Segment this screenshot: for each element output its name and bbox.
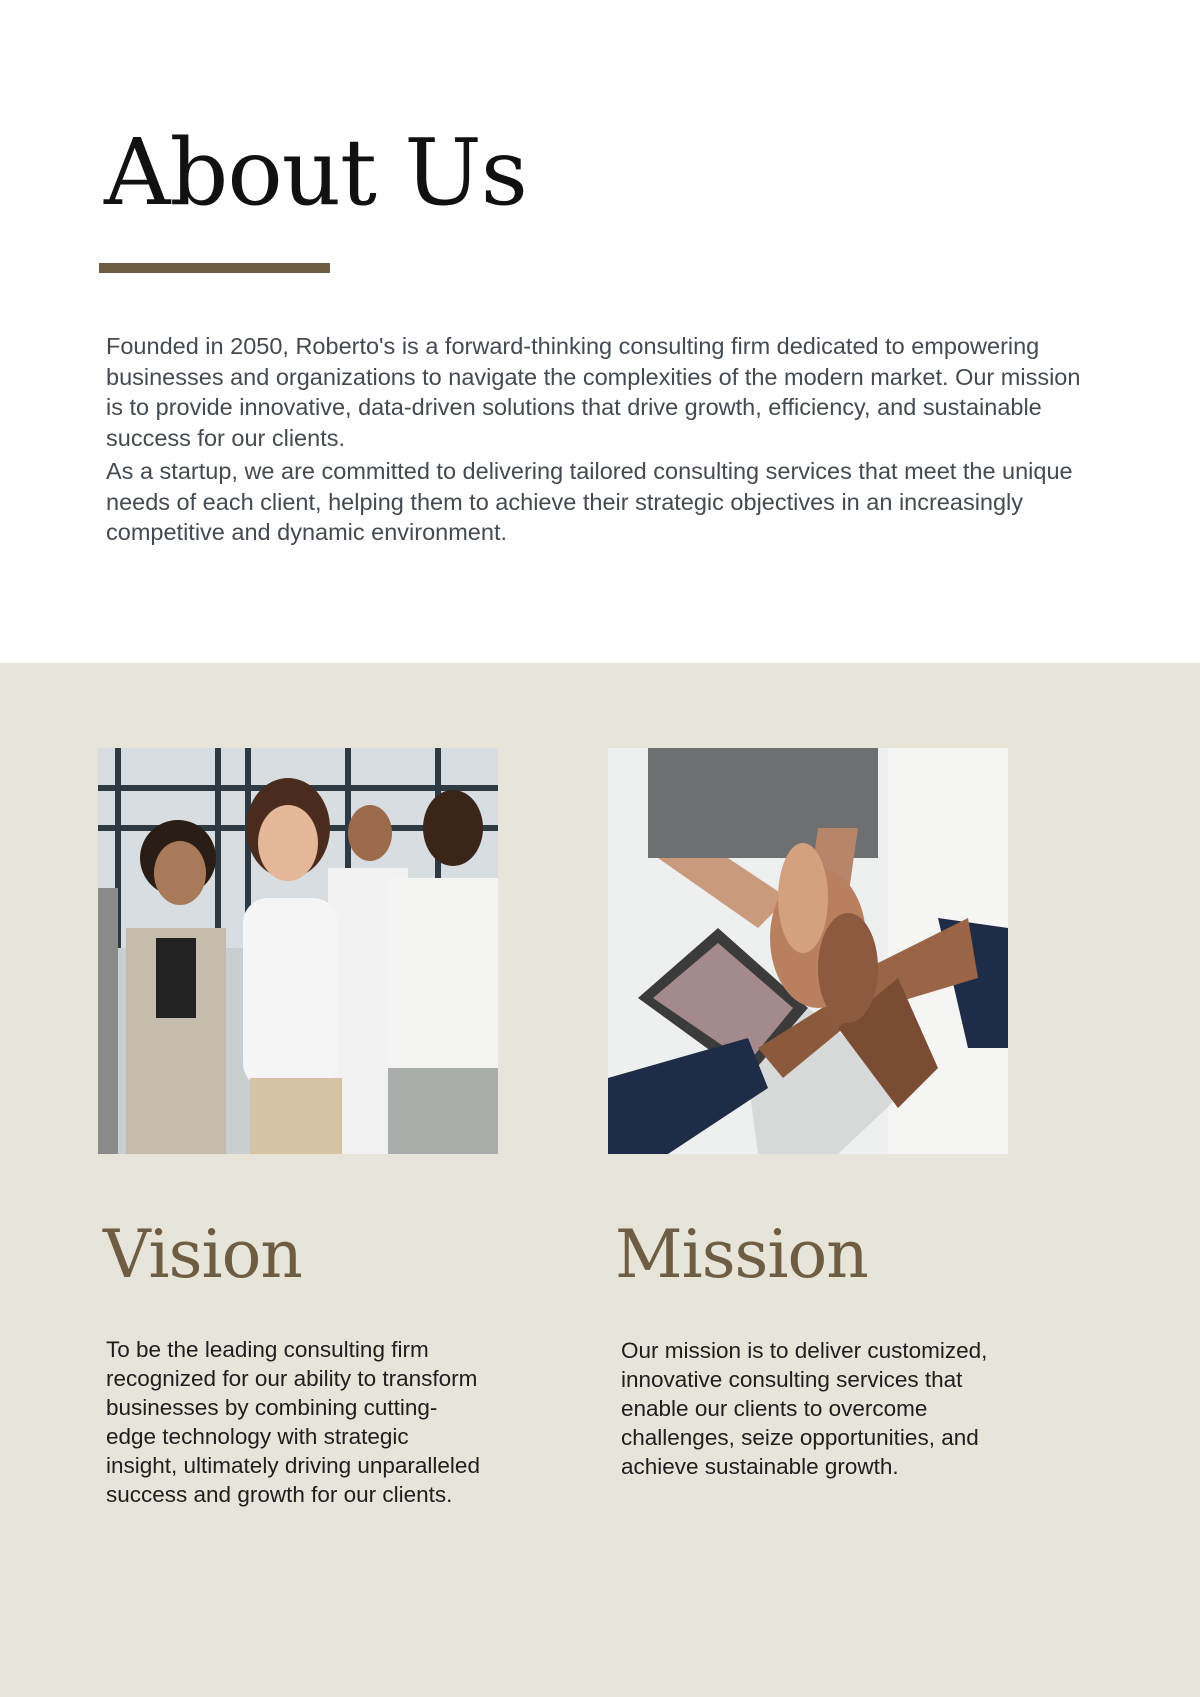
teamwork-hands-photo	[608, 748, 1008, 1154]
vision-heading: Vision	[103, 1216, 302, 1293]
intro-paragraph-1: Founded in 2050, Roberto's is a forward-thinking consulting firm dedicated to empowering businesses and organizations to navigate the complexities of the modern market. Our mission is to provide innovative, data-driven solutions that drive growth, efficiency, and sustainable success for our clients.	[106, 333, 1081, 451]
intro-text	[106, 331, 1096, 551]
title-underline	[99, 263, 330, 273]
team-photo	[98, 748, 498, 1154]
intro-paragraph-2: As a startup, we are committed to delivering tailored consulting services that meet the unique needs of each client, helping them to achieve their strategic objectives in an increasingly competitive and dynamic environment.	[106, 458, 1073, 545]
vision-text: To be the leading consulting firm recognized for our ability to transform businesses by combining cutting-edge technology with strategic insight, ultimately driving unparalleled success and growth for our clients.	[106, 1337, 480, 1507]
mission-heading: Mission	[615, 1216, 868, 1293]
page-title: About Us	[104, 119, 527, 226]
about-section	[0, 0, 1200, 663]
mission-text: Our mission is to deliver customized, innovative consulting services that enable our clients to overcome challenges, seize opportunities, and achieve sustainable growth.	[621, 1338, 988, 1479]
